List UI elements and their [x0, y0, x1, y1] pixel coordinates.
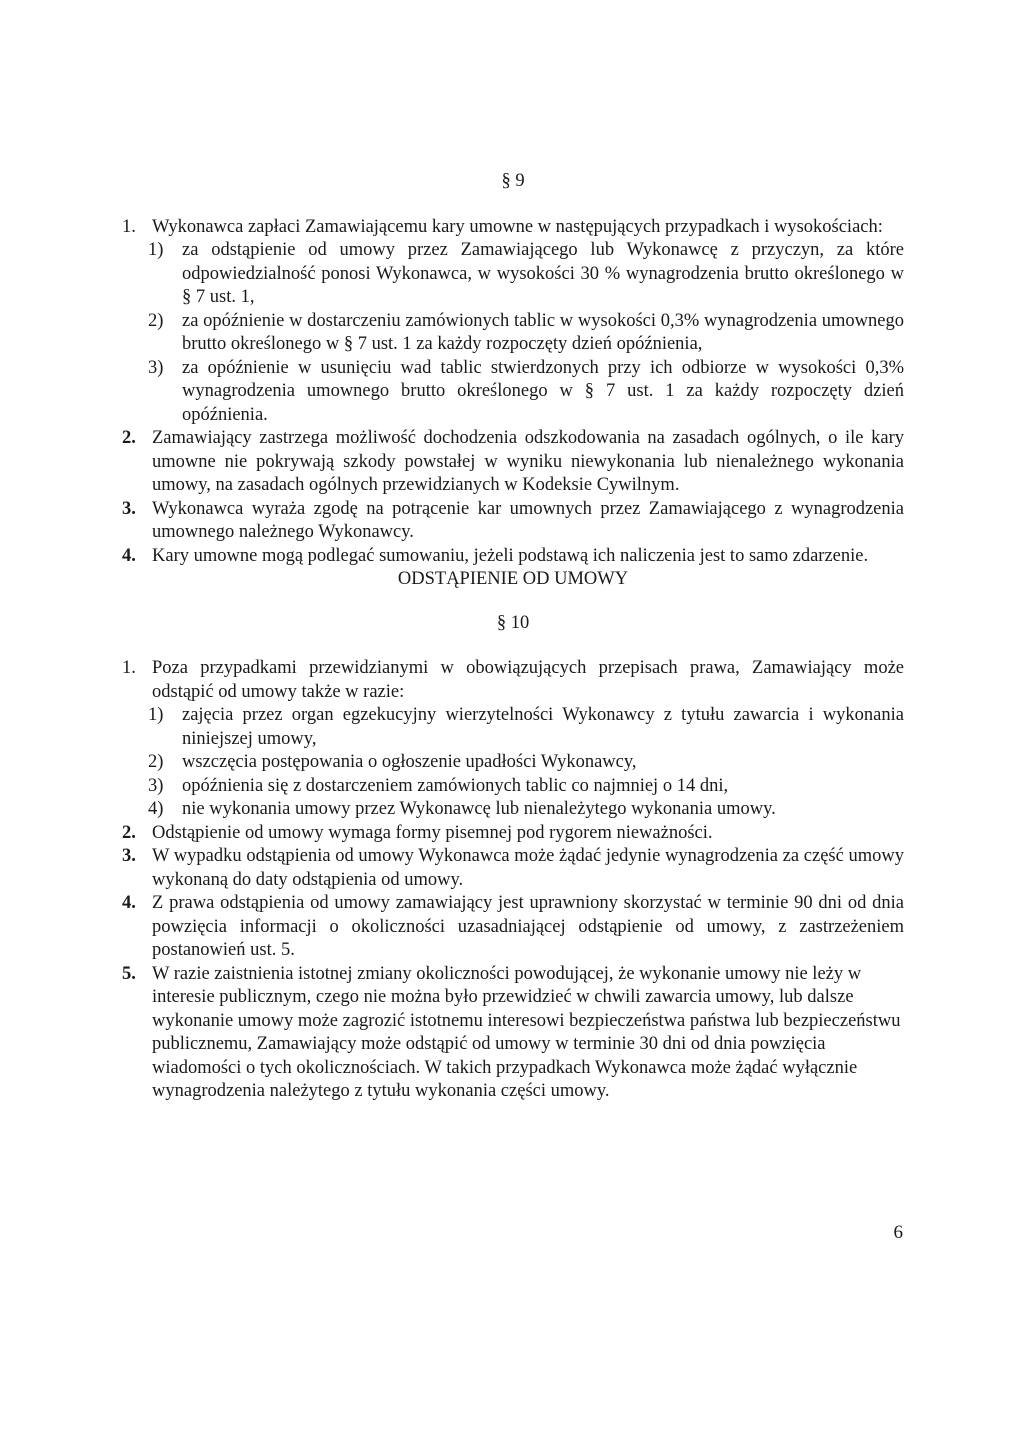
sub-item-number: 1) [148, 705, 164, 725]
page-number: 6 [893, 1222, 903, 1243]
list-item [122, 963, 904, 1104]
sub-item [148, 357, 904, 428]
sub-list [148, 239, 904, 427]
item-text: Poza przypadkami przewidzianymi w obowiązujących przepisach prawa, Zamawiający może odstąpić od umowy także w razie: [152, 658, 904, 702]
sub-item-number: 4) [148, 799, 164, 819]
sub-item-number: 2) [148, 752, 164, 772]
item-text: Zamawiający zastrzega możliwość dochodzenia odszkodowania na zasadach ogólnych, o ile kary umowne nie pokrywają szkody powstałej w wyniku niewykonania lub nienależnego wykonania umowy, na zasadach ogólnych przewidzianych w Kodeksie Cywilnym. [152, 428, 904, 495]
section-10-list [122, 657, 904, 1104]
sub-item-number: 1) [148, 240, 164, 260]
sub-item-number: 2) [148, 310, 164, 331]
item-number: 3. [122, 498, 136, 519]
sub-item [148, 310, 904, 357]
list-item [122, 822, 904, 846]
section-10-mark: § 10 [496, 612, 530, 633]
item-number: 2. [122, 822, 136, 843]
item-number: 4. [122, 893, 136, 913]
sub-item [148, 239, 904, 310]
section-heading: ODSTĄPIENIE OD UMOWY [397, 569, 629, 589]
item-number: 2. [122, 428, 136, 448]
item-text: W razie zaistnienia istotnej zmiany okoliczności powodującej, że wykonanie umowy nie leży w interesie publicznym, czego nie można było przewidzieć w chwili zawarcia umowy, lub dalsze wykonanie umowy może zagrozić istotnemu interesowi bezpieczeństwa państwa lub bezpieczeństwu publicznemu, Zamawiający może odstąpić od umowy w terminie 30 dni od dnia powzięcia wiadomości o tych okolicznościach. W takich przypadkach Wykonawca może żądać wyłącznie wynagrodzenia należytego z tytułu wykonania części umowy. [152, 963, 901, 1101]
list-item [122, 498, 904, 545]
sub-item-number: 3) [148, 357, 164, 378]
section-9-mark: § 9 [501, 171, 525, 191]
sub-item-text: opóźnienia się z dostarczeniem zamówionych tablic co najmniej o 14 dni, [182, 775, 729, 796]
sub-item-text: wszczęcia postępowania o ogłoszenie upadłości Wykonawcy, [182, 752, 637, 772]
item-number: 4. [122, 545, 136, 566]
item-text: Wykonawca wyraża zgodę na potrącenie kar umownych przez Zamawiającego z wynagrodzenia umownego należnego Wykonawcy. [152, 498, 904, 542]
list-item [122, 216, 904, 428]
sub-item-text: za odstąpienie od umowy przez Zamawiającego lub Wykonawcę z przyczyn, za które odpowiedzialność ponosi Wykonawca, w wysokości 30 % wynagrodzenia brutto określonego w § 7 ust. 1, [182, 240, 904, 307]
sub-item-number: 3) [148, 775, 164, 796]
sub-item [148, 775, 904, 799]
sub-item-text: nie wykonania umowy przez Wykonawcę lub nienależytego wykonania umowy. [182, 799, 776, 819]
document-content [122, 170, 904, 1104]
list-item [122, 845, 904, 892]
sub-item-text: za opóźnienie w dostarczeniu zamówionych tablic w wysokości 0,3% wynagrodzenia umownego brutto określonego w § 7 ust. 1 za każdy rozpoczęty dzień opóźnienia, [182, 310, 904, 354]
item-text: Z prawa odstąpienia od umowy zamawiający jest uprawniony skorzystać w terminie 90 dni od dnia powzięcia informacji o okoliczności uzasadniającej odstąpienie od umowy, z zastrzeżeniem postanowień ust. 5. [152, 893, 904, 960]
item-text: W wypadku odstąpienia od umowy Wykonawca może żądać jedynie wynagrodzenia za część umowy wykonaną do daty odstąpienia od umowy. [152, 846, 904, 890]
list-item [122, 545, 904, 569]
sub-item-text: za opóźnienie w usunięciu wad tablic stwierdzonych przy ich odbiorze w wysokości 0,3% wynagrodzenia umownego brutto określonego w § 7 ust. 1 za każdy rozpoczęty dzień opóźnienia. [182, 357, 904, 425]
sub-item [148, 798, 904, 822]
section-9-list [122, 216, 904, 569]
list-item [122, 427, 904, 498]
sub-item-text: zajęcia przez organ egzekucyjny wierzytelności Wykonawcy z tytułu zawarcia i wykonania niniejszej umowy, [182, 705, 904, 749]
list-item [122, 657, 904, 822]
sub-item [148, 751, 904, 775]
item-text: Kary umowne mogą podlegać sumowaniu, jeżeli podstawą ich naliczenia jest to samo zdarzenie. [152, 545, 869, 566]
item-number: 3. [122, 846, 136, 866]
item-number: 1. [122, 658, 136, 678]
list-item [122, 892, 904, 963]
item-text: Wykonawca zapłaci Zamawiającemu kary umowne w następujących przypadkach i wysokościach: [152, 216, 883, 237]
sub-item [148, 704, 904, 751]
item-text: Odstąpienie od umowy wymaga formy pisemnej pod rygorem nieważności. [152, 822, 713, 843]
item-number: 1. [122, 216, 136, 237]
item-number: 5. [122, 963, 136, 984]
sub-list [148, 704, 904, 822]
